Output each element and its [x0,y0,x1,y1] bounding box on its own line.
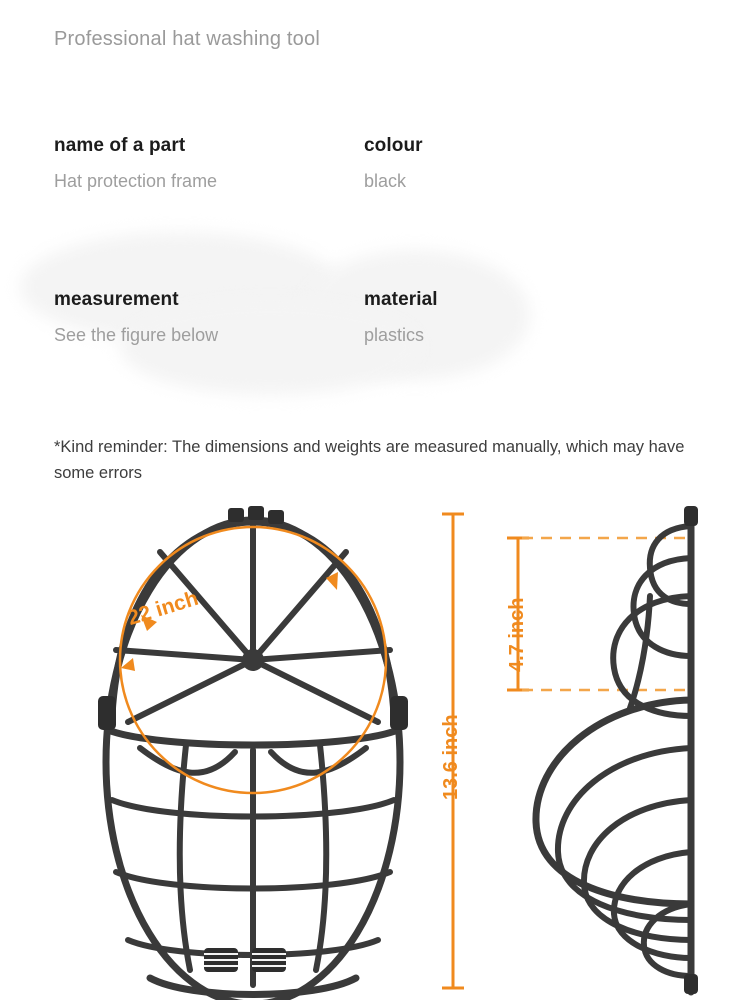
spec-cell-part-name [54,135,364,192]
front-view-bottom-latch [204,948,286,972]
page-title: Professional hat washing tool [54,28,320,50]
figure-drawing [0,500,750,1000]
spec-grid [54,135,674,346]
spec-value: See the figure below [54,325,219,345]
spec-row [54,289,674,346]
spec-value: Hat protection frame [54,171,218,191]
dimension-label-diameter: 22 inch [125,586,201,630]
side-view-frame [536,510,691,992]
dimension-label-depth: 4.7 inch [506,597,528,672]
dimension-label-height: 13.6 inch [440,714,462,800]
product-figure [0,500,750,1000]
spec-cell-colour [364,135,674,192]
spec-cell-material [364,289,674,346]
disclaimer-text: *Kind reminder: The dimensions and weights are measured manually, which may have some errors [54,438,685,482]
spec-value: black [364,171,407,191]
spec-key: name of a part [54,135,186,156]
spec-key: colour [364,135,423,156]
front-view-frame [106,520,400,1000]
spec-cell-measurement [54,289,364,346]
spec-value: plastics [364,325,425,345]
spec-row [54,135,674,192]
spec-key: measurement [54,289,179,310]
spec-key: material [364,289,438,310]
